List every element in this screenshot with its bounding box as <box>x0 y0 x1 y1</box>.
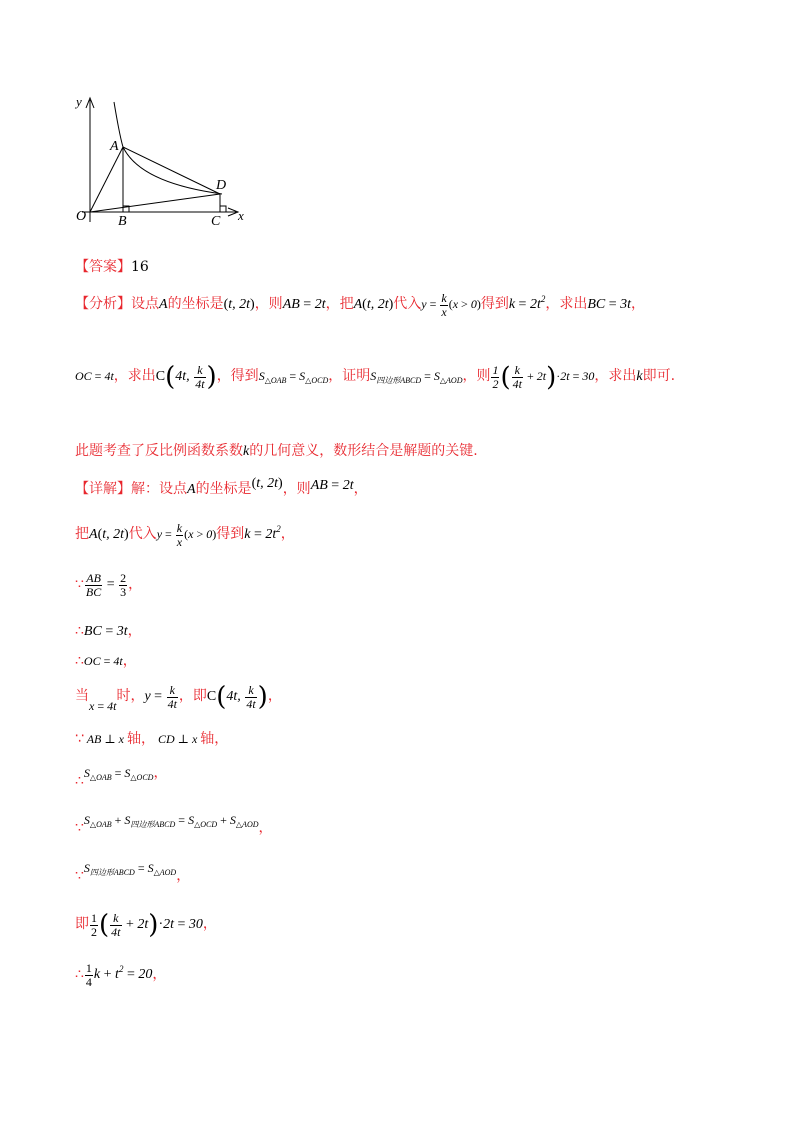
label-a: A <box>110 139 119 154</box>
math-k-2t2: $k = 2t^2$ <box>244 523 281 542</box>
analysis-text: 得到 <box>480 295 509 312</box>
math-k: k <box>636 369 643 385</box>
detail-line-12 <box>75 962 166 988</box>
detail-text: 轴， <box>127 731 155 747</box>
detail-text: ， <box>280 525 295 542</box>
detail-line-5 <box>75 650 137 670</box>
math-equation: $\frac{1}{2}$ ( $\frac{k}{4t}$ + 2t)·2t = 30 <box>492 362 595 393</box>
analysis-text: ，则 <box>462 368 491 385</box>
analysis-note <box>75 440 478 460</box>
analysis-line-2 <box>75 362 675 392</box>
detail-text: ， <box>202 916 217 933</box>
detail-line-2 <box>75 522 295 548</box>
because-symbol: ∵ <box>75 868 84 884</box>
detail-line-1 <box>75 476 368 498</box>
math-point-c: C(4t, $\frac{k}{4t}$ ) <box>206 682 268 712</box>
math-final: $\frac{1}{4}$ $k + t^2 = 20$ <box>85 961 153 989</box>
math-s-sum: $S_{\triangle OAB} + S_{四边形ABCD} = S_{\triangle OCD} + S_{\triangle AOD}$ <box>83 813 259 829</box>
detail-line-8 <box>75 762 167 789</box>
analysis-text: ，求出 <box>545 295 588 312</box>
analysis-note-text: 的几何意义，数形结合是解题的关键. <box>249 443 478 459</box>
answer-value: 16 <box>131 259 149 275</box>
detail-line-9 <box>75 812 273 837</box>
analysis-text: ，把 <box>325 295 354 312</box>
analysis-text: ，求出 <box>113 368 156 385</box>
label-d: D <box>216 178 227 193</box>
analysis-text: ，则 <box>254 295 283 312</box>
label-b: B <box>118 214 127 229</box>
right-angle-c <box>220 206 226 212</box>
analysis-text: ，得到 <box>216 368 259 385</box>
math-equation: $\frac{1}{2}$ ( $\frac{k}{4t}$ + 2t)·2t = 30 <box>91 910 203 940</box>
because-symbol: ∵ <box>75 576 84 593</box>
because-symbol: ∵ <box>75 731 84 747</box>
math-bc-3t: BC = 3t <box>83 624 128 639</box>
analysis-tag: 【分析】 <box>75 295 131 312</box>
analysis-text: 的坐标是 <box>167 295 224 312</box>
therefore-symbol: ∴ <box>75 966 84 983</box>
math-ab-perp: AB ⊥ x <box>83 732 127 746</box>
math-s-eq-1: $S_{\triangle OAB} = S_{\triangle OCD}$ <box>258 369 329 386</box>
math-func: y = $\frac{k}{x}$ (x > 0) <box>421 291 481 319</box>
detail-text: ， <box>128 576 143 593</box>
math-ab-2t: AB = 2t <box>282 296 326 312</box>
analysis-note-text: 此题考查了反比例函数系数 <box>75 443 243 459</box>
math-x-4t: x = 4t <box>89 699 117 714</box>
geometry-figure <box>60 92 260 232</box>
detail-tag: 【详解】 <box>75 481 131 497</box>
math-oc-4t: OC = 4t <box>83 654 123 668</box>
math-cd-perp: CD ⊥ x <box>155 732 201 746</box>
segment-od <box>90 194 220 212</box>
because-symbol: ∵ <box>75 820 84 836</box>
detail-text: ， <box>122 653 137 669</box>
math-k-2t2: $k = 2t^2$ <box>508 293 546 312</box>
detail-text: ， <box>258 820 273 836</box>
analysis-text: ，证明 <box>328 368 371 385</box>
detail-text: ， <box>178 688 193 705</box>
detail-text: 得到 <box>216 525 245 542</box>
detail-line-6 <box>75 682 282 714</box>
analysis-text: 即可. <box>642 368 676 385</box>
detail-text: ， <box>127 623 142 639</box>
answer-line <box>75 256 149 276</box>
detail-text: ， <box>267 688 282 705</box>
detail-line-11 <box>75 910 217 940</box>
detail-text: 代入 <box>128 525 157 542</box>
label-x: x <box>238 208 244 223</box>
detail-line-3 <box>75 572 142 598</box>
detail-line-7 <box>75 728 228 748</box>
therefore-symbol: ∴ <box>75 623 84 639</box>
detail-text: ， <box>176 868 191 884</box>
answer-tag: 【答案】 <box>75 259 131 275</box>
detail-line-10 <box>75 860 190 885</box>
detail-text: 解：设点 <box>131 481 187 497</box>
math-bc-3t: BC = 3t <box>587 296 632 312</box>
analysis-text: 代入 <box>393 295 422 312</box>
detail-text: 当 <box>75 688 89 705</box>
detail-text: ， <box>353 481 368 497</box>
math-s-eq-1: $S_{\triangle OAB} = S_{\triangle OCD}$ <box>83 766 154 782</box>
segment-ad <box>123 147 220 194</box>
detail-text: 即 <box>75 916 89 933</box>
math-a-coord: A(t, 2t) <box>353 296 394 312</box>
label-c: C <box>211 214 221 229</box>
math-oc-4t: OC = 4t <box>75 369 114 384</box>
detail-text: 轴， <box>200 731 229 747</box>
math-s-eq-2: $S_{四边形ABCD} = S_{\triangle AOD}$ <box>83 861 177 877</box>
math-y-k-4t: y = $\frac{k}{4t}$ <box>144 682 177 711</box>
detail-text: 的坐标是 <box>195 481 252 497</box>
analysis-text: ，求出 <box>594 368 637 385</box>
segment-oa <box>90 147 123 212</box>
detail-line-4 <box>75 620 142 640</box>
analysis-text: 设点 <box>131 295 159 312</box>
math-s-eq-2: $S_{四边形ABCD} = S_{\triangle AOD}$ <box>370 369 463 386</box>
math-ab-2t: AB = 2t <box>310 478 354 493</box>
analysis-text: ， <box>631 295 646 312</box>
math-a: A <box>187 482 196 497</box>
label-y: y <box>76 94 82 109</box>
therefore-symbol: ∴ <box>75 653 84 669</box>
math-a-coord: A(t, 2t) <box>89 526 129 542</box>
analysis-line-1 <box>75 292 645 318</box>
detail-text: 即 <box>192 688 207 705</box>
math-ratio: $\frac{AB}{BC}$ = $\frac{2}{3}$ <box>85 571 127 599</box>
detail-text: 时， <box>116 688 145 705</box>
math-k: k <box>243 444 250 459</box>
detail-text: ，则 <box>282 481 311 497</box>
therefore-symbol: ∴ <box>75 773 84 789</box>
detail-text: 把 <box>75 525 89 542</box>
math-a: A <box>159 296 168 312</box>
detail-text: ， <box>152 966 167 983</box>
math-func: y = $\frac{k}{x}$ (x > 0) <box>156 521 217 549</box>
detail-text: ， <box>153 765 168 781</box>
hyperbola-curve <box>114 102 222 194</box>
label-o: O <box>76 209 87 224</box>
math-coord-a: (t, 2t) <box>223 296 255 312</box>
math-coord-a: (t, 2t) <box>251 476 283 491</box>
math-point-c: C(4t, $\frac{k}{4t}$ ) <box>155 362 217 392</box>
